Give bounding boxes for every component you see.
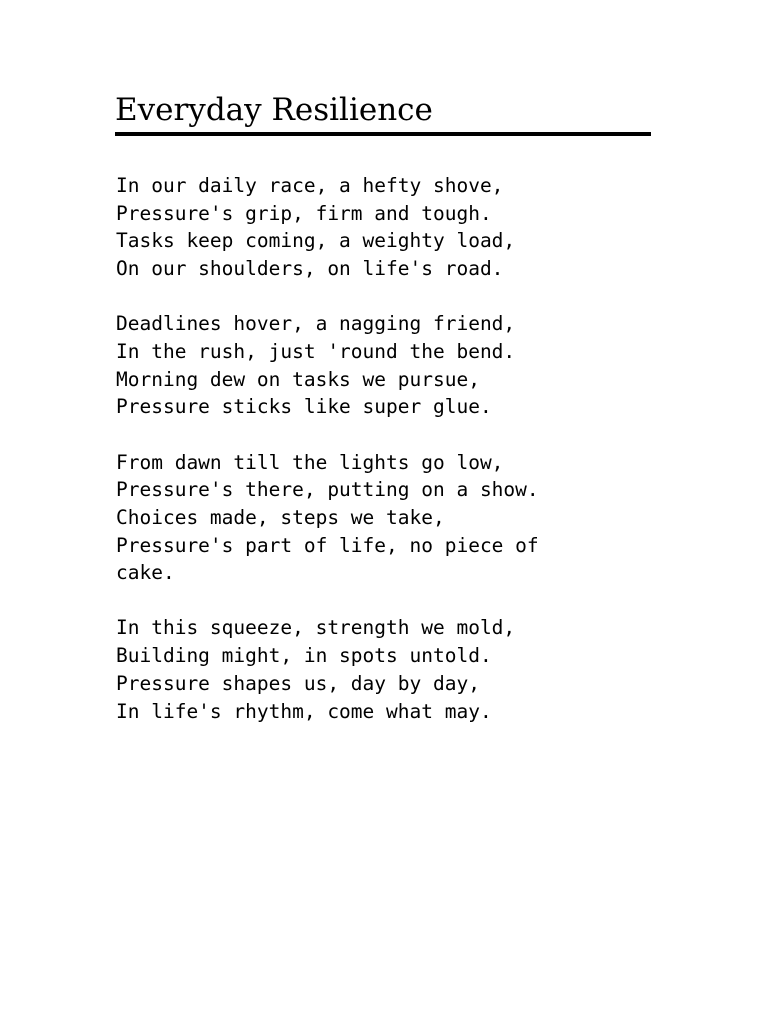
poem-line: In the rush, just 'round the bend. <box>116 339 516 363</box>
poem-line: Deadlines hover, a nagging friend, <box>116 312 516 336</box>
poem-line: Choices made, steps we take, <box>116 505 445 529</box>
title-underline <box>115 132 651 136</box>
poem-line: Pressure sticks like super glue. <box>116 395 492 419</box>
poem-line: Pressure shapes us, day by day, <box>116 671 480 695</box>
poem-line: Building might, in spots untold. <box>116 644 492 668</box>
poem-line: Morning dew on tasks we pursue, <box>116 367 480 391</box>
poem-line: cake. <box>116 561 175 585</box>
poem-line: Pressure's part of life, no piece of <box>116 533 539 557</box>
poem-line: From dawn till the lights go low, <box>116 450 504 474</box>
stanza-3 <box>116 449 656 587</box>
poem-line: Pressure's there, putting on a show. <box>116 478 539 502</box>
page-title: Everyday Resilience <box>115 92 433 128</box>
poem-line: In our daily race, a hefty shove, <box>116 174 504 197</box>
stanza-1 <box>116 172 656 283</box>
poem-line: Pressure's grip, firm and tough. <box>116 201 492 225</box>
poem-body <box>116 172 656 753</box>
poem-line: On our shoulders, on life's road. <box>116 257 504 281</box>
stanza-2 <box>116 310 656 421</box>
poem-line: In this squeeze, strength we mold, <box>116 616 516 640</box>
poem-line: In life's rhythm, come what may. <box>116 699 492 723</box>
stanza-4 <box>116 614 656 725</box>
poem-line: Tasks keep coming, a weighty load, <box>116 229 516 253</box>
